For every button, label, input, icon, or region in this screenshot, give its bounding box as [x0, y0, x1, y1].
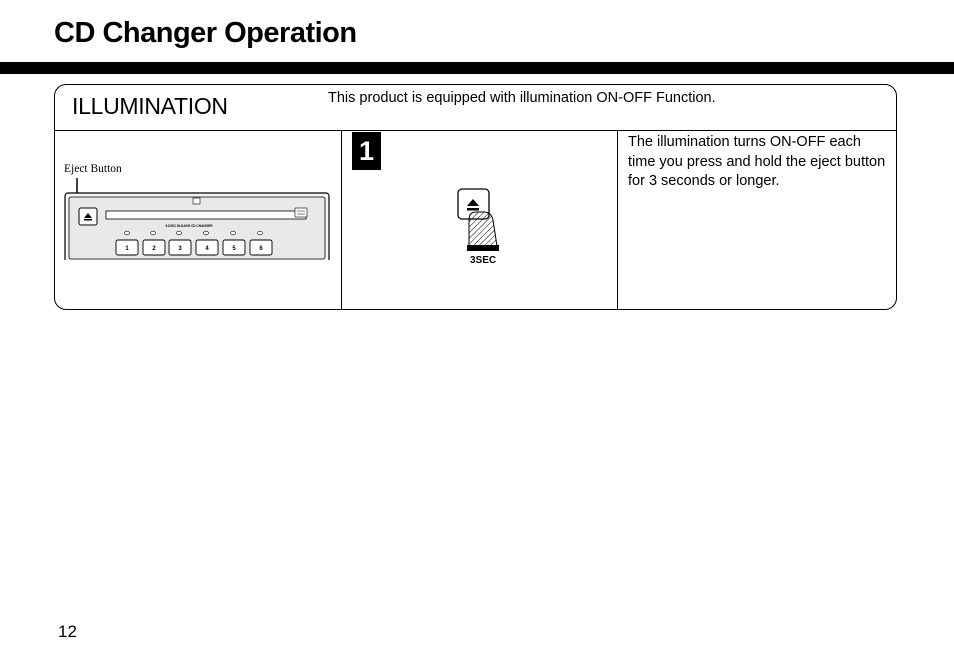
- preset-label: 4: [205, 246, 209, 252]
- disc-logo: [295, 208, 307, 217]
- duration-bar: [467, 245, 499, 251]
- preset-label: 2: [152, 246, 156, 252]
- preset-label: 5: [232, 246, 236, 252]
- unit-label: 6-DISC IN-DASH CD CHANGER: [165, 224, 213, 228]
- title-rule: [0, 62, 954, 74]
- cd-changer-unit-illustration: [63, 178, 331, 260]
- column-divider: [341, 131, 342, 309]
- section-header: [55, 85, 896, 131]
- step-number-badge: 1: [352, 132, 381, 170]
- eject-button-callout-label: Eject Button: [64, 163, 122, 175]
- disc-slot: [106, 211, 306, 219]
- finger-icon: [469, 212, 497, 246]
- illumination-section: [54, 84, 897, 310]
- press-and-hold-illustration: [457, 188, 507, 252]
- preset-label: 6: [259, 246, 263, 252]
- brand-logo: [193, 198, 200, 204]
- page-title: CD Changer Operation: [54, 17, 357, 49]
- column-divider: [617, 131, 618, 309]
- preset-label: 3: [178, 246, 182, 252]
- page-number: 12: [58, 622, 77, 641]
- step-description: The illumination turns ON-OFF each time you press and hold the eject button for 3 seconds or longer.: [628, 134, 886, 189]
- duration-label: 3SEC: [470, 255, 497, 266]
- section-heading: ILLUMINATION: [72, 93, 228, 119]
- preset-label: 1: [125, 246, 129, 252]
- section-intro: This product is equipped with illumination ON-OFF Function.: [328, 90, 716, 106]
